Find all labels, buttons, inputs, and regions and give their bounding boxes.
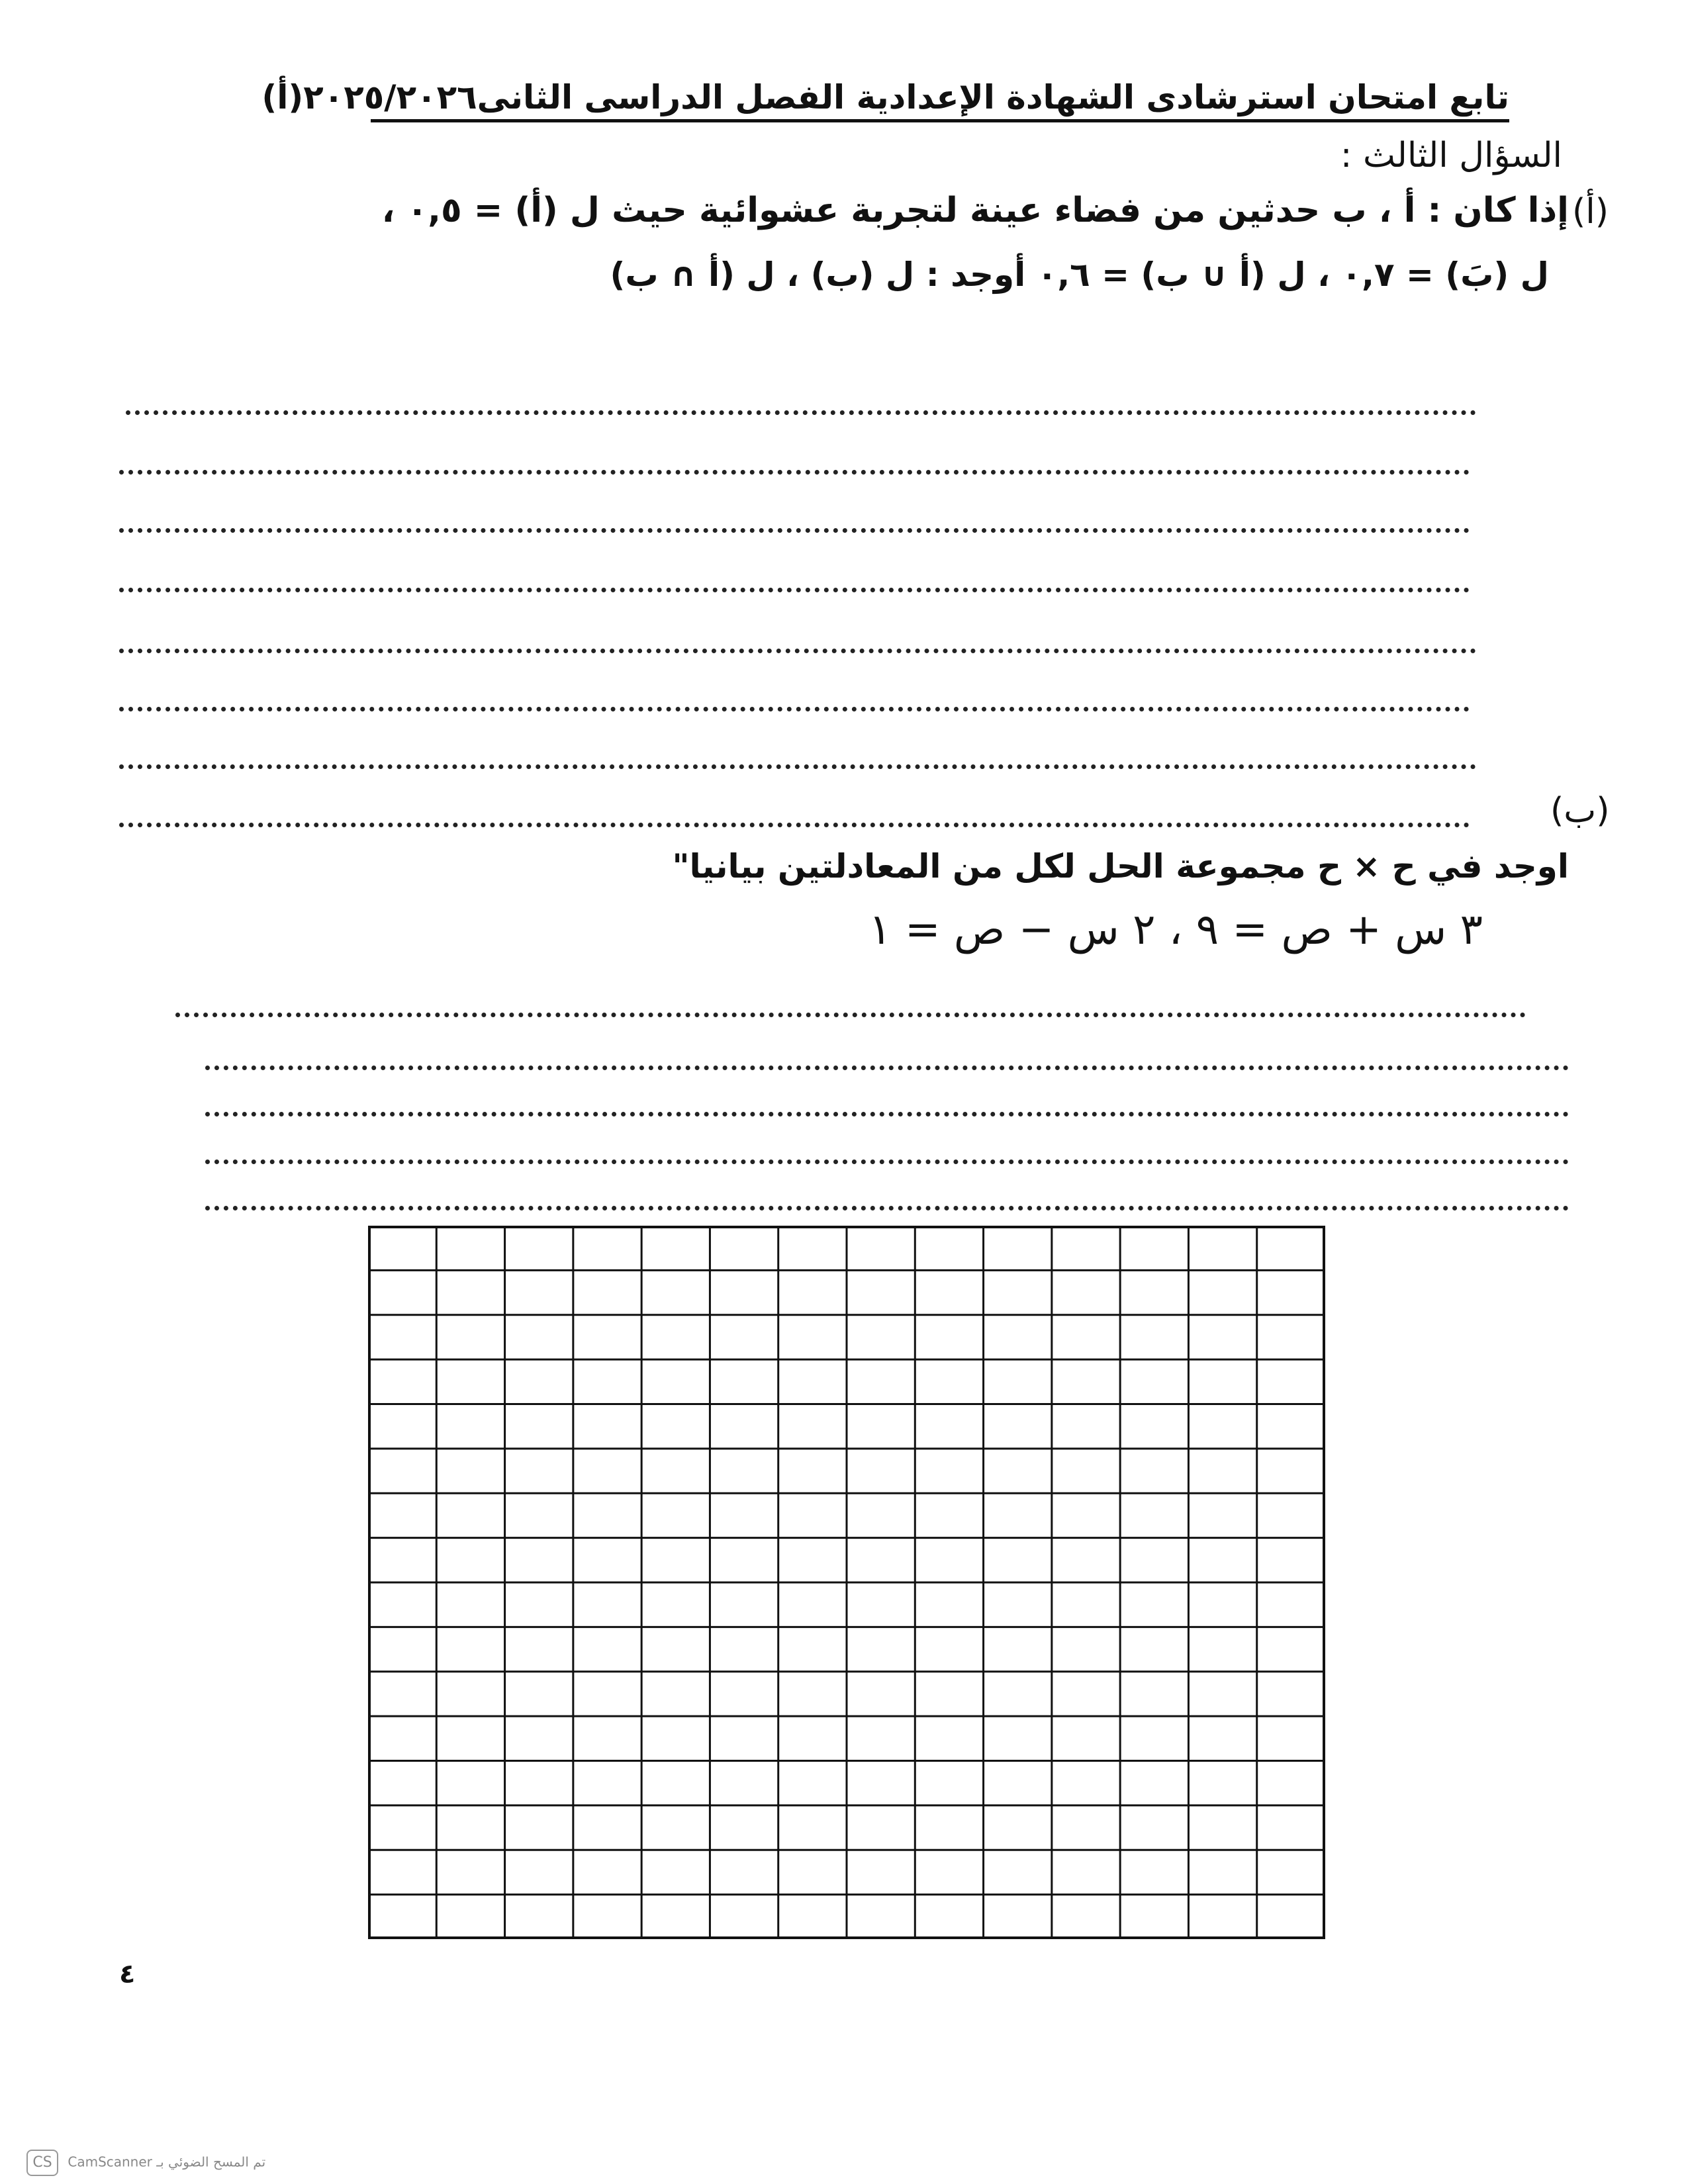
answer-line[interactable] xyxy=(119,588,1470,592)
answer-line[interactable] xyxy=(119,823,1470,827)
answer-line[interactable] xyxy=(205,1066,1569,1070)
part-b-instruction: اوجد في ح × ح مجموعة الحل لكل من المعادلتين بيانيا" xyxy=(672,847,1569,886)
answer-line[interactable] xyxy=(126,410,1476,415)
part-a-statement-line2: ل (بَ) = ٠,٧ ، ل (أ ∪ ب) = ٠,٦ أوجد : ل (ب) ، ل (أ ∩ ب) xyxy=(610,255,1549,294)
answer-line[interactable] xyxy=(119,764,1476,769)
answer-line[interactable] xyxy=(119,470,1470,475)
part-b-equations: ٣ س + ص = ٩ ، ٢ س − ص = ١ xyxy=(868,905,1483,954)
question-heading: السؤال الثالث : xyxy=(1340,136,1562,175)
part-a-label: (أ) xyxy=(1572,192,1609,232)
graph-paper-grid[interactable] xyxy=(368,1226,1325,1939)
answer-line[interactable] xyxy=(119,649,1476,653)
page-number: ٤ xyxy=(119,1959,136,1989)
answer-line[interactable] xyxy=(175,1013,1526,1017)
answer-line[interactable] xyxy=(205,1112,1569,1116)
answer-line[interactable] xyxy=(119,528,1470,533)
answer-line[interactable] xyxy=(119,707,1470,711)
page-title: تابع امتحان استرشادى الشهادة الإعدادية الفصل الدراسى الثانى٢٠٢٥/٢٠٢٦(أ) xyxy=(371,78,1509,122)
camscanner-logo: CS xyxy=(26,2150,58,2176)
scanner-text: CamScanner تم المسح الضوئي بـ xyxy=(68,2154,266,2170)
part-b-label: (ب) xyxy=(1550,791,1610,831)
scanner-watermark xyxy=(26,2150,265,2176)
answer-line[interactable] xyxy=(205,1160,1569,1164)
answer-line[interactable] xyxy=(205,1206,1569,1210)
part-a-statement-line1: إذا كان : أ ، ب حدثين من فضاء عينة لتجربة عشوائية حيث ل (أ) = ٠,٥ ، xyxy=(381,191,1569,230)
